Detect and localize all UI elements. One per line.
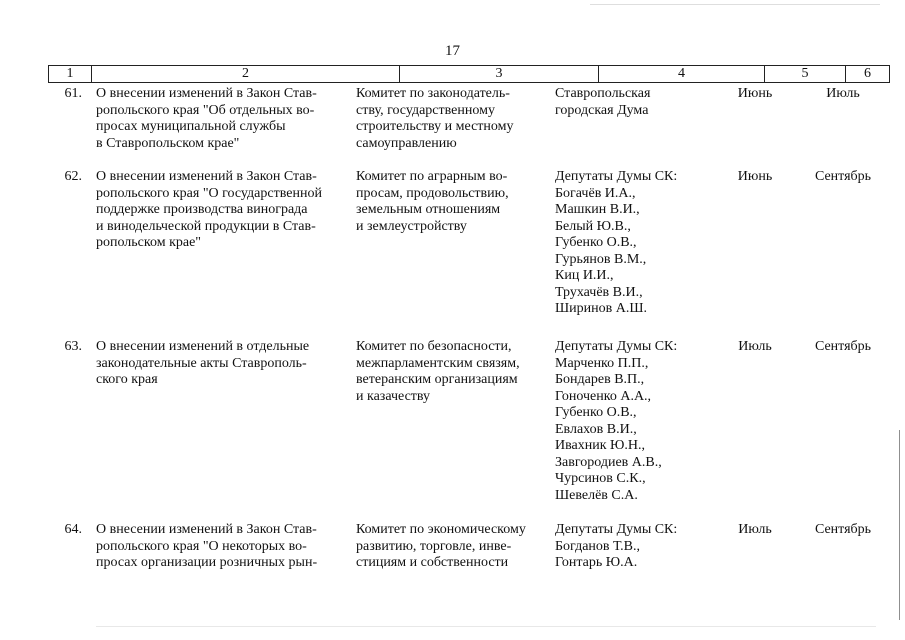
page-number: 17 (445, 43, 460, 59)
initiator: Депутаты Думы СК: Богачёв И.А., Машкин В.И., Белый Ю.В., Губенко О.В., Гурьянов В.М., Киц И.И., Трухачёв В.И., Ширинов А.Ш. (555, 169, 678, 316)
consideration-term: Сентябрь (814, 169, 872, 184)
consideration-term: Сентябрь (814, 339, 872, 354)
row-number: 64. (64, 522, 82, 537)
column-header-6: 6 (864, 66, 871, 81)
submission-term: Июнь (737, 86, 773, 101)
responsible-committee: Комитет по законодатель- ству, государственному строительству и местному самоуправлению (356, 86, 514, 151)
row-number: 62. (64, 169, 82, 184)
bill-title: О внесении изменений в отдельные законодательные акты Ставрополь- ского края (96, 339, 310, 387)
initiator: Депутаты Думы СК: Богданов Т.В., Гонтарь Ю.А. (555, 522, 678, 570)
bill-title: О внесении изменений в Закон Став- ропольского края "О некоторых во- просах организации розничных рын- (96, 522, 318, 570)
initiator: Депутаты Думы СК: Марченко П.П., Бондарев В.П., Гоноченко А.А., Губенко О.В., Евлахов В.И., Ивахник Ю.Н., Завгородиев А.В., Чурсинов С.К., Шевелёв С.А. (555, 339, 678, 503)
consideration-term: Сентябрь (814, 522, 872, 537)
column-header-3: 3 (495, 66, 503, 81)
bill-title: О внесении изменений в Закон Став- ропольского края "О государственной поддержке производства винограда и винодельческой продукции в Став- ропольском крае" (96, 169, 322, 250)
row-number: 61. (64, 86, 82, 101)
column-header-2: 2 (242, 66, 249, 81)
scan-edge-line (899, 430, 900, 620)
submission-term: Июнь (737, 169, 773, 184)
bill-title: О внесении изменений в Закон Став- ропольского края "Об отдельных во- просах муниципальной службы в Ставропольском крае" (96, 86, 317, 151)
scan-artifact (96, 626, 876, 627)
initiator: Ставропольская городская Дума (555, 86, 651, 118)
responsible-committee: Комитет по аграрным во- просам, продовольствию, земельным отношениям и землеустройству (356, 169, 509, 234)
table-header-row (48, 65, 890, 83)
column-header-1: 1 (66, 66, 74, 81)
row-number: 63. (64, 339, 82, 354)
consideration-term: Июль (826, 86, 860, 101)
submission-term: Июль (738, 339, 772, 354)
column-header-4: 4 (678, 66, 685, 81)
scan-artifact (590, 4, 880, 5)
responsible-committee: Комитет по экономическому развитию, торговле, инве- стициям и собственности (356, 522, 526, 570)
column-header-5: 5 (801, 66, 809, 81)
responsible-committee: Комитет по безопасности, межпарламентским связям, ветеранским организациям и казачеству (356, 339, 520, 404)
submission-term: Июль (738, 522, 772, 537)
